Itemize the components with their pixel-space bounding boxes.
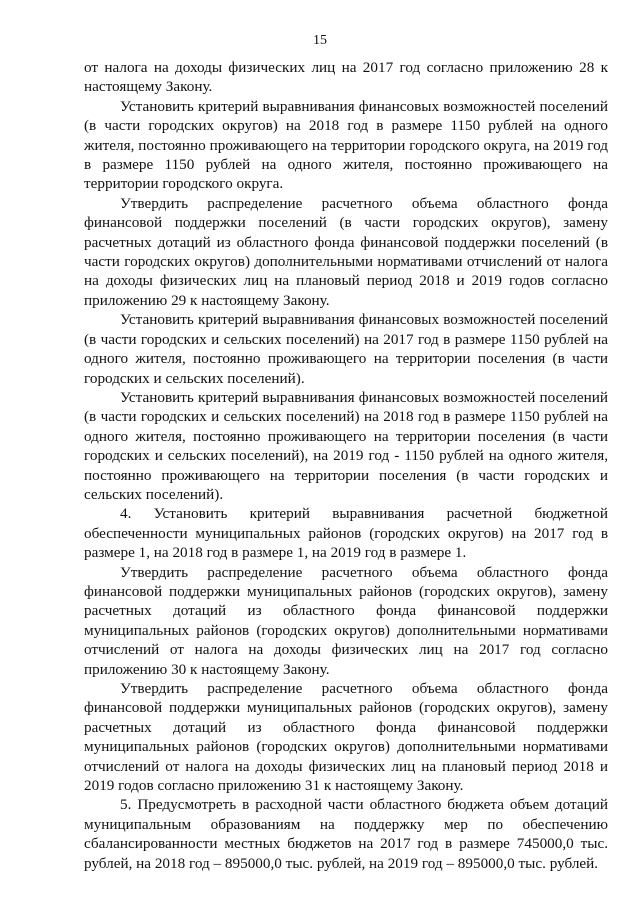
paragraph-criterion-settlements-2017: Установить критерий выравнивания финансовых возможностей поселений (в части городских и сельских поселений) на 2017 год в размере 1150 рублей на одного жителя, постоянно проживающего на территории поселения (в части городских и сельских поселений). <box>84 311 608 387</box>
paragraph-criterion-settlements-2018-2019: Установить критерий выравнивания финансовых возможностей поселений (в части городских и сельских поселений) на 2018 год в размере 1150 рублей на одного жителя, постоянно проживающего на территории поселения (в части городских и сельских поселений), на 2019 год - 1150 рублей на одного жителя, постоянно проживающего на территории поселения (в части городских и сельских поселений). <box>84 388 608 503</box>
paragraph-item-4-criterion-districts: 4. Установить критерий выравнивания расчетной бюджетной обеспеченности муниципальных районов (городских округов) на 2017 год в размере 1, на 2018 год в размере 1, на 2019 год в размере 1. <box>84 505 608 562</box>
paragraph-criterion-city-districts-2018-2019: Установить критерий выравнивания финансовых возможностей поселений (в части городских округов) на 2018 год в размере 1150 рублей на одного жителя, постоянно проживающего на территории городского округа, на 2019 год в размере 1150 рублей на одного жителя, постоянно проживающего на территории городского округа. <box>84 97 608 193</box>
paragraph-item-5-subsidies: 5. Предусмотреть в расходной части областного бюджета объем дотаций муниципальным образованиям на поддержку мер по обеспечению сбалансированности местных бюджетов на 2017 год в размере 745000,0 тыс. рублей, на 2018 год – 895000,0 тыс. рублей, на 2019 год – 895000,0 тыс. рублей. <box>84 796 608 872</box>
page-number: 15 <box>313 33 327 48</box>
paragraph-distribution-districts-plan-period: Утвердить распределение расчетного объема областного фонда финансовой поддержки муниципальных районов (городских округов), замену расчетных дотаций из областного фонда финансовой поддержки муниципальных районов (городских округов) дополнительными нормативами отчислений от налога на доходы физических лиц на плановый период 2018 и 2019 годов согласно приложению 31 к настоящему Закону. <box>84 680 608 795</box>
paragraph-continuation: от налога на доходы физических лиц на 2017 год согласно приложению 28 к настоящему Закону. <box>84 59 608 96</box>
document-body <box>84 58 608 873</box>
paragraph-distribution-districts-2017: Утвердить распределение расчетного объема областного фонда финансовой поддержки муниципальных районов (городских округов), замену расчетных дотаций из областного фонда финансовой поддержки муниципальных районов (городских округов) дополнительными нормативами отчислений от налога на доходы физических лиц на 2017 год согласно приложению 30 к настоящему Закону. <box>84 563 608 678</box>
paragraph-distribution-settlements-plan-period: Утвердить распределение расчетного объема областного фонда финансовой поддержки поселений (в части городских округов), замену расчетных дотаций из областного фонда финансовой поддержки поселений (в части городских округов) дополнительными нормативами отчислений от налога на доходы физических лиц на плановый период 2018 и 2019 годов согласно приложению 29 к настоящему Закону. <box>84 194 608 309</box>
